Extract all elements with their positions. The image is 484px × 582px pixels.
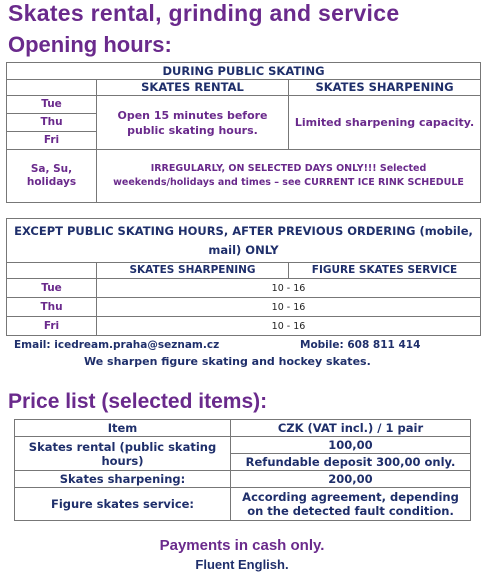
empty-corner-cell [7,263,97,279]
email-link[interactable]: Email: icedream.praha@seznam.cz [14,339,220,351]
day-fri: Fri [7,317,97,336]
rental-hours-text: Open 15 minutes before public skating hours. [97,96,289,150]
public-skating-header: DURING PUBLIC SKATING [7,63,481,80]
col-skates-sharpening: SKATES SHARPENING [97,263,289,279]
rental-item: Skates rental (public skating hours) [15,437,231,471]
table-row [7,279,481,298]
figure-service-price: According agreement, depending on the detected fault condition. [231,488,471,521]
day-fri: Fri [7,132,97,150]
col-figure-skates-service: FIGURE SKATES SERVICE [289,263,481,279]
except-header: EXCEPT PUBLIC SKATING HOURS, AFTER PREVIOUS ORDERING (mobile, mail) ONLY [7,219,481,263]
price-list-heading: Price list (selected items): [8,390,268,413]
hours-tue: 10 - 16 [97,279,481,298]
payments-note: Payments in cash only. [159,537,325,554]
figure-service-item: Figure skates service: [15,488,231,521]
rental-price: 100,00 [231,437,471,454]
table-row [7,298,481,317]
weekend-note: IRREGULARLY, ON SELECTED DAYS ONLY!!! Selected weekends/holidays and times – see CURRENT ICE RINK SCHEDULE [97,150,481,203]
except-public-hours-table [6,218,481,336]
rental-deposit: Refundable deposit 300,00 only. [231,454,471,471]
public-skating-hours-table [6,62,481,203]
page-title: Skates rental, grinding and service [8,0,400,26]
day-thu: Thu [7,114,97,132]
sharpening-item: Skates sharpening: [15,471,231,488]
sharpening-hours-text: Limited sharpening capacity. [289,96,481,150]
col-skates-sharpening: SKATES SHARPENING [289,80,481,96]
sharpening-price: 200,00 [231,471,471,488]
col-price: CZK (VAT incl.) / 1 pair [231,420,471,437]
language-note: Fluent English. [195,557,289,572]
hours-fri: 10 - 16 [97,317,481,336]
day-tue: Tue [7,279,97,298]
col-item: Item [15,420,231,437]
mobile-number: Mobile: 608 811 414 [300,339,421,351]
sharpening-note: We sharpen figure skating and hockey skates. [84,355,371,368]
hours-thu: 10 - 16 [97,298,481,317]
empty-corner-cell [7,80,97,96]
weekend-label: Sa, Su, holidays [7,150,97,203]
day-thu: Thu [7,298,97,317]
day-tue: Tue [7,96,97,114]
col-skates-rental: SKATES RENTAL [97,80,289,96]
price-list-table [14,419,471,521]
table-row [7,317,481,336]
opening-hours-heading: Opening hours: [8,32,172,57]
